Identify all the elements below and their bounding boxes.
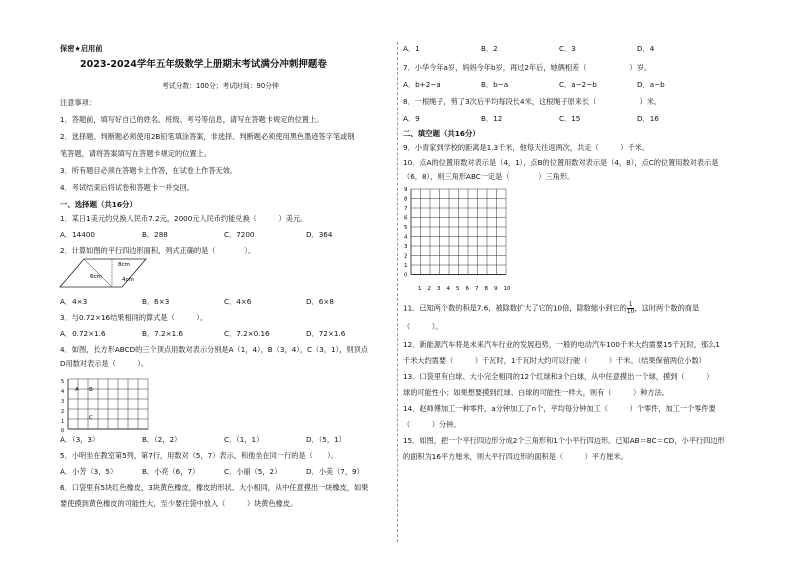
section-1-title: 一、选择题（共16分）	[60, 200, 137, 209]
q4-option-b[interactable]: B．（2，2）	[142, 435, 182, 444]
q12-text-2: 千米大约需要（ ）千瓦时，1千瓦时大约可以行驶（ ）千米。（结果保留两位小数）	[403, 356, 706, 365]
q10-y-label: 2	[404, 253, 408, 260]
q15-text-2: 的面积为16平方厘米，则大平行四边形的面积是（ ）平方厘米。	[403, 452, 628, 461]
q11-fraction-numerator: 1	[628, 301, 633, 308]
q10-x-label: 2	[427, 286, 431, 292]
q6-option-d[interactable]: D．4	[637, 44, 655, 53]
note-3: 3．所有题目必须在答题卡上作答，在试卷上作答无效。	[60, 166, 238, 175]
q8-option-b[interactable]: B．12	[481, 114, 503, 123]
q6-option-a[interactable]: A．1	[403, 44, 420, 53]
q3-option-c[interactable]: C．7.2×0.16	[224, 329, 270, 338]
q3-option-d[interactable]: D．72×1.6	[306, 329, 346, 338]
point-a-label: A	[75, 387, 79, 393]
q3-text: 3．与0.72×16结果相同的算式是（ ）。	[60, 313, 208, 322]
q10-x-label: 10	[503, 286, 511, 292]
q1-option-d[interactable]: D．364	[306, 230, 333, 239]
q4-grid-figure	[60, 373, 154, 433]
q10-text-1: 10．点A的位置用数对表示是（4，1），点B的位置用数对表示是（4，8），点C的位置用数对表示是	[403, 158, 719, 167]
q10-x-label: 7	[475, 286, 479, 292]
q4-text-1: 4．如图，长方形ABCD的三个顶点用数对表示分别是A（1，4），B（3，4），C（3，1），则顶点	[60, 345, 368, 354]
q4-y-label-3: 3	[61, 399, 65, 405]
q1-options	[60, 230, 388, 240]
q3-options	[60, 329, 388, 339]
exam-info: 考试分数：100分；考试时间：90分钟	[162, 82, 279, 90]
q11-text-2: （ ）。	[403, 322, 443, 331]
q10-text-2: （6，8），则三角形ABC一定是（ ）三角形。	[403, 172, 575, 181]
point-b-label: B	[89, 387, 93, 393]
q10-x-label: 8	[484, 286, 488, 292]
q8-option-c[interactable]: C．15	[559, 114, 581, 123]
exam-title: 2023-2024学年五年级数学上册期末考试满分冲刺押题卷	[80, 59, 327, 70]
q4-y-label-4: 4	[61, 389, 65, 395]
section-2-title: 二、填空题（共16分）	[403, 129, 480, 138]
q11-text-pre: 11．已知两个数的积是7.6，被除数扩大了它的10倍，除数缩小到它的	[403, 303, 627, 313]
q10-y-label: 6	[404, 215, 408, 222]
q1-text: 1．某日1美元约兑换人民币7.2元，2000元人民币约能兑换（ ）美元。	[60, 214, 308, 223]
q1-option-b[interactable]: B．288	[142, 230, 168, 239]
note-1: 1．答题前，填写好自己的姓名、班级、考号等信息，请写在答题卡规定的位置上。	[60, 115, 324, 124]
q10-y-label: 8	[404, 196, 408, 203]
q4-y-label-1: 1	[61, 419, 65, 425]
q10-y-label: 3	[404, 244, 408, 250]
diagonal-line	[84, 259, 112, 287]
q5-options	[60, 467, 388, 477]
q3-option-b[interactable]: B．7.2×1.6	[142, 329, 184, 338]
q8-option-d[interactable]: D．16	[637, 114, 659, 123]
q10-coordinate-grid	[403, 187, 511, 299]
notes-title: 注意事项：	[60, 98, 96, 107]
q6-option-c[interactable]: C．3	[559, 44, 576, 53]
q7-option-d[interactable]: D．a−b	[637, 80, 665, 89]
q2-text: 2．计算如图的平行四边形面积，列式正确的是（ ）。	[60, 246, 256, 255]
q10-x-label: 9	[494, 286, 498, 292]
q4-y-label-5: 5	[61, 379, 65, 385]
q7-options	[403, 80, 715, 90]
q6-text-2: 要使摸到黄色橡皮的可能性大，至少要往袋中放入（ ）块黄色橡皮。	[60, 499, 298, 508]
q13-text-1: 13．口袋里有白球、大小完全相同的12个红球和3个白球，从中任意摸出一个球，摸到（ ）	[403, 372, 714, 381]
q2-options	[60, 297, 388, 307]
note-2: 2．选择题、判断题必须使用2B铅笔填涂答案，非选择、判断题必须使用黑色墨迹签字笔或钢	[60, 132, 355, 141]
q7-option-a[interactable]: A．b+2−a	[403, 80, 441, 89]
q12-text-1: 12．新能源汽车将是未来汽车行业的发展趋势，一般的电动汽车100千米大约需要15千瓦时，那么1	[403, 340, 720, 349]
q4-option-d[interactable]: D．（5，1）	[306, 435, 346, 444]
q2-option-b[interactable]: B．6×3	[142, 297, 170, 306]
q10-y-label: 4	[404, 234, 408, 241]
q10-x-label: 6	[465, 286, 469, 292]
label-6cm: 6cm	[90, 274, 102, 280]
q1-option-c[interactable]: C．7200	[224, 230, 255, 239]
q3-option-a[interactable]: A．0.72×1.6	[60, 329, 106, 338]
q5-option-b[interactable]: B．小亮（6，7）	[142, 467, 200, 476]
q9-text: 9．小青家到学校的距离是1.3千米，他每天往返两次，共走（ ）千米。	[403, 143, 650, 152]
q4-option-a[interactable]: A．（3，3）	[60, 435, 100, 444]
q4-option-c[interactable]: C．（1，1）	[224, 435, 264, 444]
q7-option-b[interactable]: B．b−a	[481, 80, 509, 89]
point-c-label: C	[89, 415, 93, 421]
q8-option-a[interactable]: A．9	[403, 114, 420, 123]
q10-y-label: 7	[404, 206, 408, 212]
q15-text-1: 15．如图，把一个平行四边形分成2个三角形和1个小平行四边形。已知AB＝BC＝CD，小平行四边形	[403, 436, 725, 445]
q2-option-d[interactable]: D．6×8	[306, 297, 334, 306]
q10-x-label: 4	[446, 286, 450, 292]
q4-options	[60, 435, 388, 445]
q7-text: 7．小华今年a岁，妈妈今年b岁，再过2年后，她俩相差（ ）岁。	[403, 63, 652, 72]
q8-options	[403, 114, 715, 124]
q8-text: 8．一根绳子，剪了3次后平均每段长4米，这根绳子原来长（ ）米。	[403, 97, 662, 106]
label-4cm: 4cm	[122, 277, 134, 283]
q14-text-2: （ ）分钟。	[403, 420, 461, 429]
q5-option-c[interactable]: C．小丽（5，2）	[224, 467, 282, 476]
note-2-cont: 笔答题，请将答案填写在答题卡规定的位置上。	[60, 149, 211, 158]
note-4: 4．考试结束后将试卷和答题卡一并交回。	[60, 183, 194, 192]
q5-text: 5．小明坐在教室第5列，第7行，用数对（5，7）表示，和他坐在同一行的是（ ）。	[60, 451, 339, 460]
q6-text-1: 6．口袋里有5块红色橡皮，3块黄色橡皮，橡皮的形状、大小相同，从中任意摸出一块橡皮，如果	[60, 483, 369, 492]
q10-x-label: 5	[456, 286, 460, 292]
q10-y-label: 0	[404, 272, 408, 279]
label-8cm: 8cm	[118, 262, 130, 268]
q11-text-1	[403, 302, 699, 315]
q11-fraction-denominator: 10	[626, 308, 635, 315]
q10-y-label: 9	[404, 187, 408, 193]
q1-option-a[interactable]: A．14400	[60, 230, 95, 239]
q7-option-c[interactable]: C．a−2−b	[559, 80, 597, 89]
q2-parallelogram-figure	[60, 256, 150, 290]
q10-x-label: 3	[437, 286, 441, 292]
secret-label: 保密★启用前	[60, 44, 103, 53]
q11-text-post: ，这时两个数的商是	[634, 303, 700, 313]
q5-option-a[interactable]: A．小芳（3，5）	[60, 467, 118, 476]
column-divider	[397, 42, 398, 542]
q4-y-label-2: 2	[61, 409, 65, 415]
q6-options	[403, 44, 715, 54]
q2-option-a[interactable]: A．4×3	[60, 297, 88, 306]
q10-y-label: 1	[404, 263, 408, 269]
q13-text-2: 球的可能性小；如果想要摸到红球、白球的可能性一样大，则有（ ）种方法。	[403, 388, 669, 397]
q10-x-label: 1	[418, 286, 422, 292]
q4-y-label-0: 0	[61, 428, 65, 434]
q14-text-1: 14．赵师傅加工一种零件，a分钟加工了n个，平均每分钟加工（ ）个零件，加工一个零件要	[403, 404, 716, 413]
q4-text-2: D用数对表示是（ ）。	[60, 359, 149, 368]
q6-option-b[interactable]: B．2	[481, 44, 498, 53]
q5-option-d[interactable]: D．小美（7，9）	[306, 467, 364, 476]
q2-option-c[interactable]: C．4×6	[224, 297, 252, 306]
q10-y-label: 5	[404, 225, 408, 231]
